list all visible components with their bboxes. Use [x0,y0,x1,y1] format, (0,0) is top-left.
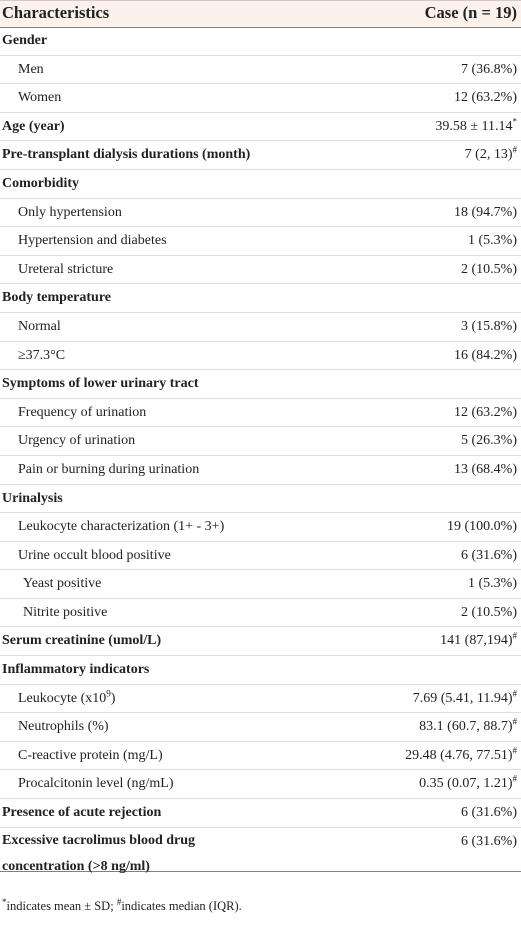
row-label-text: Urine occult blood positive [18,547,171,563]
row-value-text: 83.1 (60.7, 88.7) [419,719,513,735]
row-value-mark: # [512,630,517,641]
row-value [412,688,517,707]
row-label-suffix: ) [110,690,116,706]
table-row [0,456,521,485]
row-value [461,605,517,621]
row-label-text: Only hypertension [18,204,122,220]
table-row [0,113,521,142]
row-label-text: Pain or burning during urination [18,461,200,477]
row-value-mark: # [512,773,517,784]
row-value-text: 5 (26.3%) [461,433,517,449]
row-label-text: Ureteral stricture [18,261,114,277]
row-value [461,319,517,335]
row-label-text: Gender [2,33,48,48]
row-value-mark: * [512,116,517,127]
row-value-text: 12 (63.2%) [454,404,517,420]
row-value-text: 1 (5.3%) [468,576,517,592]
table-row [0,599,521,628]
row-value [468,233,517,249]
table-row [0,84,521,113]
row-value-text: 6 (31.6%) [461,833,517,849]
row-label [2,147,250,163]
row-value [405,745,517,764]
row-value-text: 13 (68.4%) [454,461,517,477]
row-value [461,548,517,564]
row-value [440,630,517,649]
row-label [18,348,65,364]
table-row [0,485,521,514]
row-label-text: Nitrite positive [23,604,108,620]
row-value-mark: # [512,144,517,155]
row-value [461,834,517,850]
row-label [2,828,195,880]
table-row [0,199,521,228]
table-body [0,27,521,872]
row-label-text: Symptoms of lower urinary tract [2,376,199,392]
table-row [0,513,521,542]
row-value [461,262,517,278]
table-row [0,627,521,656]
row-value [419,773,517,792]
row-label-text: Body temperature [2,290,111,306]
row-label-text: Hypertension and diabetes [18,233,167,249]
table-row [0,313,521,342]
row-label-text: Age (year) [2,118,65,134]
table-row [0,256,521,285]
row-value [454,405,517,421]
row-value [461,62,517,78]
row-value-text: 3 (15.8%) [461,318,517,334]
row-label [18,719,109,735]
row-value [464,144,517,163]
row-value-text: 2 (10.5%) [461,604,517,620]
row-value-text: 19 (100.0%) [447,519,517,535]
row-value-text: 7 (36.8%) [461,61,517,77]
row-label [2,119,65,135]
row-label [2,633,161,649]
row-value-text: 7 (2, 13) [464,147,513,163]
footnote-hash: # [116,896,122,907]
row-label [18,405,146,421]
footnote [2,896,242,914]
row-label [18,688,116,707]
row-label [18,748,163,764]
table-row [0,284,521,313]
row-label-text: Serum creatinine (umol/L) [2,633,162,649]
row-value-mark: # [512,688,517,698]
row-value-text: 6 (31.6%) [461,547,517,563]
footnote-part1: indicates mean ± SD; [6,899,117,913]
row-value-text: 29.48 (4.76, 77.51) [405,747,513,763]
table-row [0,713,521,742]
table-header [0,0,521,28]
table-row [0,685,521,714]
row-label-text: Yeast positive [23,576,102,592]
row-value [461,433,517,449]
row-value-mark: # [512,745,517,756]
row-label-text: Men [18,61,44,77]
row-label [2,176,79,192]
row-label [18,548,171,564]
table-row [0,828,521,872]
row-label [2,805,161,821]
row-label-line2: concentration (>8 ng/ml) [2,858,150,874]
row-label-text: Inflammatory indicators [2,662,150,678]
row-label-text: Presence of acute rejection [2,805,162,821]
row-label-text: Neutrophils (%) [18,719,109,735]
row-label-text: Frequency of urination [18,404,147,420]
row-label-text: Urgency of urination [18,433,136,449]
row-value-text: 141 (87,194) [440,633,513,649]
row-label [2,290,111,306]
row-value-mark: # [512,716,517,727]
row-label [23,576,101,592]
row-value-text: 18 (94.7%) [454,204,517,220]
row-label [18,90,61,106]
row-label-text: ≥37.3°C [18,347,66,363]
row-label [2,33,47,49]
table-row [0,56,521,85]
row-value-text: 6 (31.6%) [461,805,517,821]
table-row [0,370,521,399]
row-value-text: 7.69 (5.41, 11.94) [412,690,513,706]
footnote-part2: indicates median (IQR). [121,899,242,913]
row-label-text: Urinalysis [2,490,63,506]
table-row [0,27,521,56]
table-row [0,399,521,428]
table-row [0,770,521,799]
footnote-star: * [2,896,7,907]
row-label [18,519,224,535]
row-label [23,605,107,621]
row-label [18,462,199,478]
row-value [468,576,517,592]
row-value-text: 0.35 (0.07, 1.21) [419,776,513,792]
row-value-text: 1 (5.3%) [468,233,517,249]
row-label [2,491,63,507]
row-label [2,376,199,392]
table-row [0,227,521,256]
table-row [0,342,521,371]
row-label [18,262,113,278]
row-value-text: 39.58 ± 11.14 [435,118,513,134]
row-label-text: Leukocyte characterization (1+ - 3+) [18,519,225,535]
row-label-superscript: 9 [106,688,111,698]
row-label-text: Normal [18,318,61,334]
row-label-text: Leukocyte (x10 [18,690,107,706]
table-row [0,170,521,199]
row-label [18,776,174,792]
row-label-text: Excessive tacrolimus blood drug [2,832,196,848]
table-row [0,141,521,170]
row-label [2,662,149,678]
row-label [18,233,167,249]
row-value-text: 12 (63.2%) [454,90,517,106]
row-value [419,716,517,735]
row-label [18,62,44,78]
row-value [435,116,517,135]
row-value [454,348,517,364]
row-value [454,462,517,478]
header-case: Case (n = 19) [424,3,517,22]
row-label-text: C-reactive protein (mg/L) [18,747,163,763]
row-label [18,205,122,221]
table-row [0,542,521,571]
row-label-text: Comorbidity [2,175,79,191]
row-value [461,805,517,821]
table-row [0,656,521,685]
row-value-text: 16 (84.2%) [454,347,517,363]
table-row [0,799,521,828]
header-characteristics: Characteristics [2,3,110,22]
row-value [454,90,517,106]
row-label-text: Procalcitonin level (ng/mL) [18,776,174,792]
row-value [454,205,517,221]
table-row [0,427,521,456]
row-value-text: 2 (10.5%) [461,261,517,277]
row-label-text: Women [18,90,62,106]
row-label [18,319,61,335]
table-row [0,570,521,599]
row-value [447,519,517,535]
row-label [18,433,135,449]
row-label-text: Pre-transplant dialysis durations (month) [2,147,251,163]
table-row [0,742,521,771]
